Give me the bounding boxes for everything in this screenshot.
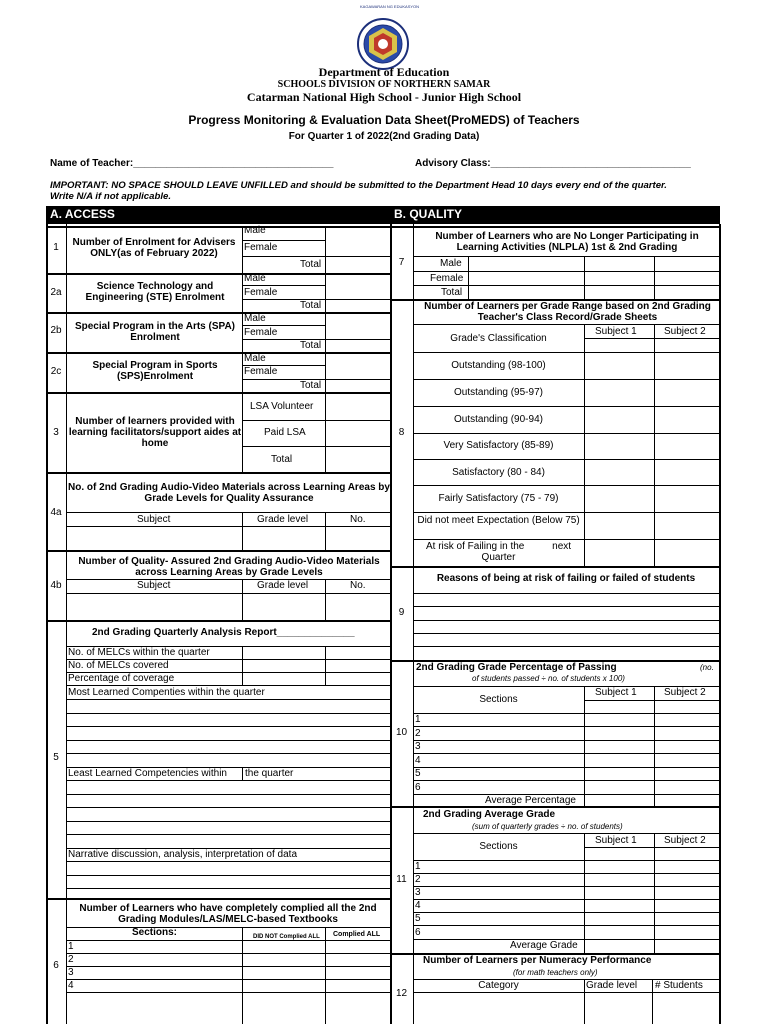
range-below-75: Did not meet Expectation (Below 75) xyxy=(417,515,580,526)
row-4a-no: No. xyxy=(350,514,366,525)
row-11-subject-2: Subject 2 xyxy=(664,835,706,846)
row-7-number: 7 xyxy=(398,257,405,268)
seal-text: KAGAWARAN NG EDUKASYON xyxy=(360,4,420,9)
row-2a-number: 2a xyxy=(50,287,62,298)
row-1-male: Male xyxy=(244,225,266,236)
row-4b-subject: Subject xyxy=(137,580,171,591)
range-75-79: Fairly Satisfactory (75 - 79) xyxy=(438,493,559,504)
row-1-label: Number of Enrolment for Advisers ONLY(as of February 2022) xyxy=(72,237,236,259)
row-2a-male: Male xyxy=(244,273,266,284)
sections-label: Sections: xyxy=(132,927,178,938)
row-2c-total: Total xyxy=(300,380,322,391)
students-header: # Students xyxy=(655,980,703,991)
grade-row-5: 5 xyxy=(415,913,421,924)
grade-level-header: Grade level xyxy=(586,980,638,991)
passing-row-4: 4 xyxy=(415,755,421,766)
row-9-number: 9 xyxy=(398,607,405,618)
grade-range-label: Number of Learners per Grade Range based on 2nd Grading Teacher's Class Record/Grade Sheets xyxy=(424,301,711,323)
school-name: Catarman National High School - Junior High School xyxy=(246,90,522,104)
section-access: A. ACCESS xyxy=(46,206,392,224)
quarterly-analysis-title: 2nd Grading Quarterly Analysis Report______________ xyxy=(92,627,355,638)
page-subtitle: For Quarter 1 of 2022(2nd Grading Data) xyxy=(288,131,480,142)
section-quality: B. QUALITY xyxy=(390,206,720,224)
row-1-female: Female xyxy=(244,242,278,253)
row-4a-grade-level: Grade level xyxy=(257,514,309,525)
deped-seal xyxy=(352,18,414,70)
row-4a-subject: Subject xyxy=(137,514,171,525)
row-3-total: Total xyxy=(271,454,293,465)
row-8-number: 8 xyxy=(398,427,405,438)
passing-row-2: 2 xyxy=(415,728,421,739)
row-5-number: 5 xyxy=(53,752,59,763)
complied-title: Number of Learners who have completely complied all the 2nd Grading Modules/LAS/MELC-based Textbooks xyxy=(79,903,377,925)
page-title: Progress Monitoring & Evaluation Data Sheet(ProMEDS) of Teachers xyxy=(188,113,580,127)
least-learned: Least Learned Competencies within xyxy=(68,768,227,779)
row-10-subject-2: Subject 2 xyxy=(664,687,706,698)
average-grade-title: 2nd Grading Average Grade xyxy=(423,809,556,820)
range-95-97: Outstanding (95-97) xyxy=(454,387,543,398)
section-row-2: 2 xyxy=(68,954,74,965)
passing-row-3: 3 xyxy=(415,741,421,752)
row-2b-male: Male xyxy=(244,313,266,324)
row-4a-label: No. of 2nd Grading Audio-Video Materials across Learning Areas by Grade Levels for Quality Assurance xyxy=(68,482,390,504)
range-85-89: Very Satisfactory (85-89) xyxy=(443,440,554,451)
range-at-risk: At risk of Failing in the next Quarter xyxy=(425,541,574,563)
row-8-subject-2: Subject 2 xyxy=(664,326,706,337)
passing-formula: of students passed ÷ no. of students x 100) xyxy=(472,674,625,683)
row-2b-total: Total xyxy=(300,340,322,351)
paid-lsa: Paid LSA xyxy=(264,427,306,438)
row-7-total: Total xyxy=(441,287,463,298)
row-6-number: 6 xyxy=(53,960,59,971)
row-1-number: 1 xyxy=(53,242,59,253)
row-11-subject-1: Subject 1 xyxy=(595,835,637,846)
least-learned-b: the quarter xyxy=(245,768,294,779)
nlpla-label: Number of Learners who are No Longer Participating in Learning Activities (NLPLA) 1st & 2nd Grading xyxy=(435,231,699,253)
numeracy-note: (for math teachers only) xyxy=(513,968,598,977)
row-7-female: Female xyxy=(430,273,464,284)
row-2a-female: Female xyxy=(244,287,278,298)
melcs-covered: No. of MELCs covered xyxy=(68,660,169,671)
risk-reasons-label: Reasons of being at risk of failing or failed of students xyxy=(436,573,696,584)
advisory-class-field[interactable]: ____________________________________ xyxy=(490,158,691,169)
row-12-number: 12 xyxy=(395,988,408,999)
advisory-label: Advisory Class:____________________________________ xyxy=(415,158,691,169)
row-2a-label: Science Technology and Engineering (STE) Enrolment xyxy=(85,281,225,303)
teacher-name-field[interactable]: ____________________________________ xyxy=(133,158,334,169)
grade-row-4: 4 xyxy=(415,900,421,911)
important-note: IMPORTANT: NO SPACE SHOULD LEAVE UNFILLED and should be submitted to the Department Head 10 days every end of the quarter. xyxy=(50,180,667,191)
row-3-number: 3 xyxy=(53,427,59,438)
range-90-94: Outstanding (90-94) xyxy=(454,414,543,425)
row-2a-total: Total xyxy=(300,300,322,311)
grade-row-6: 6 xyxy=(415,927,421,938)
section-row-3: 3 xyxy=(68,967,74,978)
row-10-sections: Sections xyxy=(479,694,518,705)
grade-row-1: 1 xyxy=(415,861,421,872)
row-8-subject-1: Subject 1 xyxy=(595,326,637,337)
section-row-1: 1 xyxy=(68,941,74,952)
grade-row-2: 2 xyxy=(415,874,421,885)
row-2b-number: 2b xyxy=(50,325,62,336)
row-10-subject-1: Subject 1 xyxy=(595,687,637,698)
percentage-coverage: Percentage of coverage xyxy=(68,673,175,684)
complied-all-label: Complied ALL xyxy=(333,931,381,938)
row-4b-no: No. xyxy=(350,580,366,591)
average-grade: Average Grade xyxy=(510,940,578,951)
narrative-label: Narrative discussion, analysis, interpretation of data xyxy=(68,849,298,860)
row-7-male: Male xyxy=(440,258,462,269)
row-11-number: 11 xyxy=(396,874,407,885)
passing-percentage-title: 2nd Grading Grade Percentage of Passing xyxy=(416,662,617,673)
row-10-number: 10 xyxy=(395,727,408,738)
passing-row-6: 6 xyxy=(415,782,421,793)
important-note-na: Write N/A if not applicable. xyxy=(50,191,171,202)
category-header: Category xyxy=(478,980,519,991)
range-80-84: Satisfactory (80 - 84) xyxy=(452,467,545,478)
section-row-4: 4 xyxy=(68,980,74,991)
division-name: SCHOOLS DIVISION OF NORTHERN SAMAR xyxy=(277,79,491,90)
row-2b-female: Female xyxy=(244,327,278,338)
row-2c-female: Female xyxy=(244,366,278,377)
row-4b-label: Number of Quality- Assured 2nd Grading Audio-Video Materials across Learning Areas by Grade Levels xyxy=(78,556,380,578)
department-name: Department of Education xyxy=(318,65,450,79)
row-2c-male: Male xyxy=(244,353,266,364)
row-2b-label: Special Program in the Arts (SPA) Enrolment xyxy=(74,321,236,343)
teacher-label: Name of Teacher:____________________________________ xyxy=(50,158,334,169)
row-2c-label: Special Program in Sports (SPS)Enrolment xyxy=(92,360,218,382)
row-11-sections: Sections xyxy=(479,841,518,852)
row-4a-number: 4a xyxy=(50,507,62,518)
range-98-100: Outstanding (98-100) xyxy=(451,360,546,371)
average-grade-formula: (sum of quarterly grades ÷ no. of students) xyxy=(472,822,623,831)
passing-row-5: 5 xyxy=(415,768,421,779)
lsa-volunteer: LSA Volunteer xyxy=(250,401,314,412)
row-3-label: Number of learners provided with learning facilitators/support aides at home xyxy=(68,416,242,449)
numeracy-title: Number of Learners per Numeracy Performance xyxy=(423,955,652,966)
melcs-within: No. of MELCs within the quarter xyxy=(68,647,210,658)
row-4b-number: 4b xyxy=(50,580,62,591)
passing-note: (no. xyxy=(700,663,714,672)
did-not-comply-label: DID NOT Complied ALL xyxy=(253,934,320,940)
average-percentage: Average Percentage xyxy=(485,795,576,806)
row-2c-number: 2c xyxy=(50,366,62,377)
row-4b-grade-level: Grade level xyxy=(257,580,309,591)
most-learned: Most Learned Compenties within the quarter xyxy=(68,687,265,698)
passing-row-1: 1 xyxy=(415,714,421,725)
grade-row-3: 3 xyxy=(415,887,421,898)
grade-classification: Grade's Classification xyxy=(450,333,547,344)
row-1-total: Total xyxy=(300,259,322,270)
